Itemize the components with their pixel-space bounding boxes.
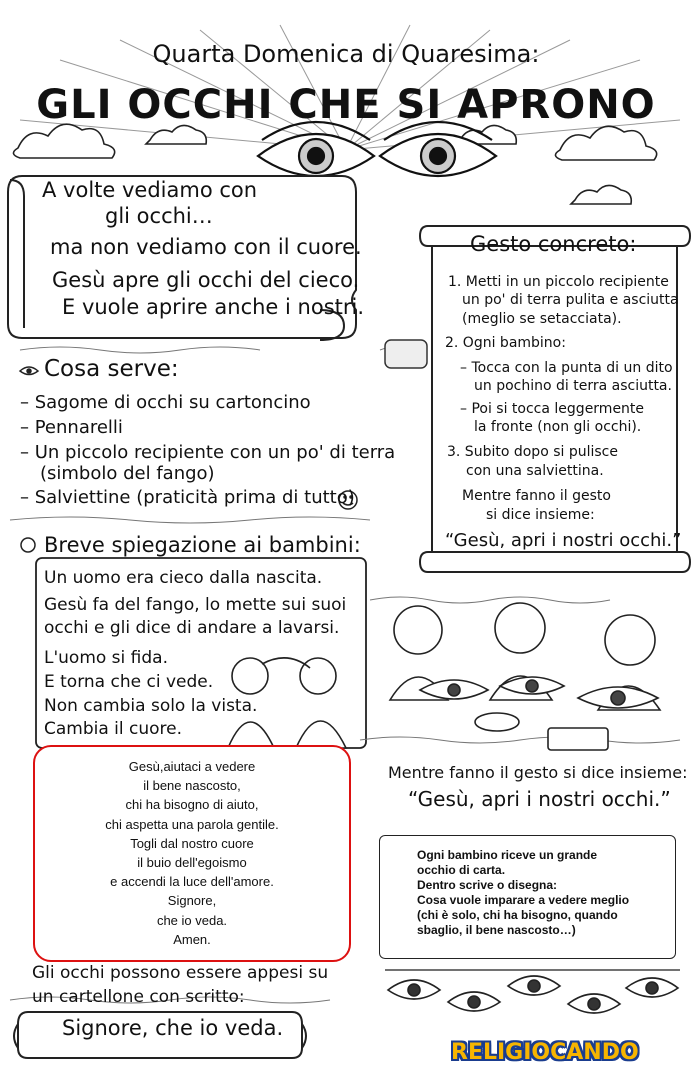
materials-heading: Cosa serve: [44,356,179,382]
prayer-line: Signore, [167,893,217,909]
intro-line: A volte vediamo con [42,178,258,202]
intro-line: gli occhi… [105,204,213,228]
intro-line: E vuole aprire anche i nostri. [62,295,365,319]
gesture-quote: “Gesù, apri i nostri occhi.” [445,530,682,551]
display-line: Gli occhi possono essere appesi su [32,963,329,983]
prayer-line: il bene nascosto, [143,778,241,794]
intro-line: ma non vediamo con il cuore. [50,235,362,259]
eyes-drawing [258,122,496,176]
intro-line: Gesù apre gli occhi del cieco. [52,268,360,292]
gesture-line: (meglio se setacciata). [462,311,622,327]
chorus-intro: Mentre fanno il gesto si dice insieme: [388,763,688,782]
materials-item: – Sagome di occhi su cartoncino [20,392,311,413]
display-line: un cartellone con scritto: [32,987,245,1007]
activity-line: Ogni bambino riceve un grande [417,848,598,862]
children-drawing [390,603,660,750]
prayer-line: e accendi la luce dell'amore. [110,874,274,890]
activity-line: sbaglio, il bene nascosto…) [417,923,576,937]
rock [385,340,427,368]
prayer-line: che io veda. [156,912,228,928]
activity-line: occhio di carta. [417,863,506,877]
gesture-heading: Gesto concreto: [470,232,637,256]
activity-line: Cosa vuole imparare a vedere meglio [417,893,630,907]
explanation-line: L'uomo si fida. [44,648,168,668]
page-subtitle: Quarta Domenica di Quaresima: [152,40,540,68]
hanging-eyes-drawing [385,970,680,1013]
explanation-heading: Breve spiegazione ai bambini: [44,533,361,557]
materials-item: (simbolo del fango) [40,463,215,484]
activity-line: (chi è solo, chi ha bisogno, quando [417,908,618,922]
page-title: GLI OCCHI CHE SI APRONO [36,82,656,128]
gesture-line: – Tocca con la punta di un dito [460,360,673,376]
chorus-quote: “Gesù, apri i nostri occhi.” [408,787,671,811]
sun-bullet-icon [21,538,35,552]
prayer-text [33,757,351,949]
activity-line: Dentro scrive o disegna: [417,878,558,892]
gesture-line: con una salviettina. [466,463,604,479]
explanation-line: occhi e gli dice di andare a lavarsi. [44,618,340,638]
brand-logo: RELIGIOCANDO [451,1040,639,1065]
prayer-line: Togli dal nostro cuore [130,835,254,851]
materials-item: – Pennarelli [20,417,123,438]
gesture-line: 2. Ogni bambino: [445,335,566,351]
activity-text [417,848,629,938]
banner-text: Signore, che io veda. [62,1016,284,1040]
gesture-line: 1. Metti in un piccolo recipiente [448,274,669,290]
materials-item: – Salviettine (praticità prima di tutto) [20,487,355,508]
explanation-line: Non cambia solo la vista. [44,696,258,716]
gesture-line: la fronte (non gli occhi). [474,419,642,435]
gesture-line: un pochino di terra asciutta. [474,378,672,394]
gesture-line: si dice insieme: [486,507,595,523]
explanation-line: E torna che ci vede. [44,672,214,692]
explanation-line: Gesù fa del fango, lo mette sui suoi [44,595,347,615]
prayer-line: il buio dell'egoismo [137,855,247,871]
explanation-line: Cambia il cuore. [44,719,183,739]
gesture-line: un po' di terra pulita e asciutta [462,292,679,308]
gesture-line: 3. Subito dopo si pulisce [447,444,618,460]
prayer-line: chi aspetta una parola gentile. [105,816,279,832]
gesture-line: Mentre fanno il gesto [462,488,611,504]
gesture-line: – Poi si tocca leggermente [460,401,645,417]
prayer-line: Gesù,aiutaci a vedere [128,759,256,774]
explanation-line: Un uomo era cieco dalla nascita. [44,568,323,588]
materials-item: – Un piccolo recipiente con un po' di terra [20,442,396,463]
prayer-line: chi ha bisogno di aiuto, [125,797,259,813]
prayer-line: Amen. [173,931,211,947]
eye-bullet-icon [20,367,38,375]
